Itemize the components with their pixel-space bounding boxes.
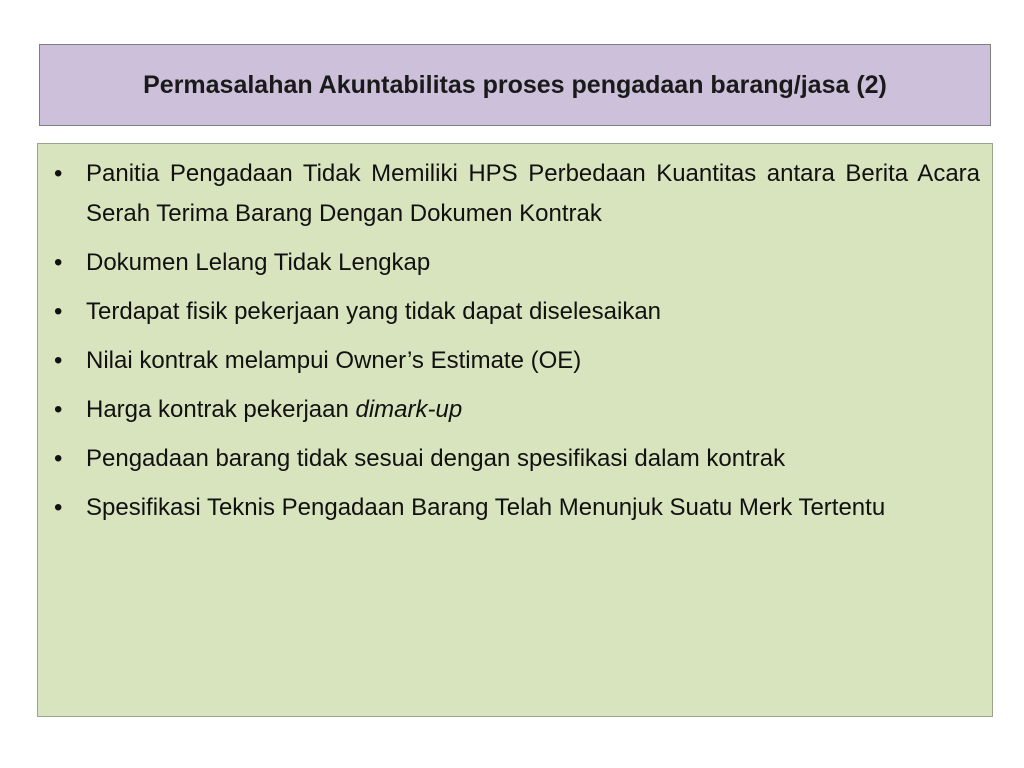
- bullet-text: Spesifikasi Teknis Pengadaan Barang Telah Menunjuk Suatu Merk Tertentu: [86, 494, 886, 521]
- bullet-text: Terdapat fisik pekerjaan yang tidak dapat diselesaikan: [86, 298, 662, 325]
- bullet-text: Pengadaan barang tidak sesuai dengan spesifikasi dalam kontrak: [86, 445, 786, 472]
- bullet-icon: •: [54, 160, 63, 187]
- bullet-text: Nilai kontrak melampui Owner’s Estimate (OE): [86, 347, 582, 374]
- content-box: [37, 143, 993, 717]
- bullet-item: [50, 341, 980, 381]
- bullet-item: [50, 439, 980, 479]
- bullet-icon: •: [54, 347, 63, 374]
- bullet-item: [50, 154, 980, 234]
- bullet-list: [50, 154, 980, 528]
- bullet-text-italic: dimark-up: [355, 396, 463, 423]
- title-box: [39, 44, 991, 126]
- bullet-icon: •: [54, 298, 63, 325]
- bullet-item: [50, 488, 980, 528]
- bullet-icon: •: [54, 396, 63, 423]
- bullet-item: [50, 390, 980, 430]
- bullet-text: Dokumen Lelang Tidak Lengkap: [86, 249, 431, 276]
- slide-title: Permasalahan Akuntabilitas proses pengadaan barang/jasa (2): [143, 70, 887, 99]
- bullet-icon: •: [54, 494, 63, 521]
- bullet-text: Harga kontrak pekerjaan: [86, 396, 356, 423]
- bullet-item: [50, 243, 980, 283]
- bullet-icon: •: [54, 445, 63, 472]
- bullet-item: [50, 292, 980, 332]
- bullet-icon: •: [54, 249, 63, 276]
- bullet-text: Panitia Pengadaan Tidak Memiliki HPS Perbedaan Kuantitas antara Berita Acara Serah Terima Barang Dengan Dokumen Kontrak: [86, 160, 980, 227]
